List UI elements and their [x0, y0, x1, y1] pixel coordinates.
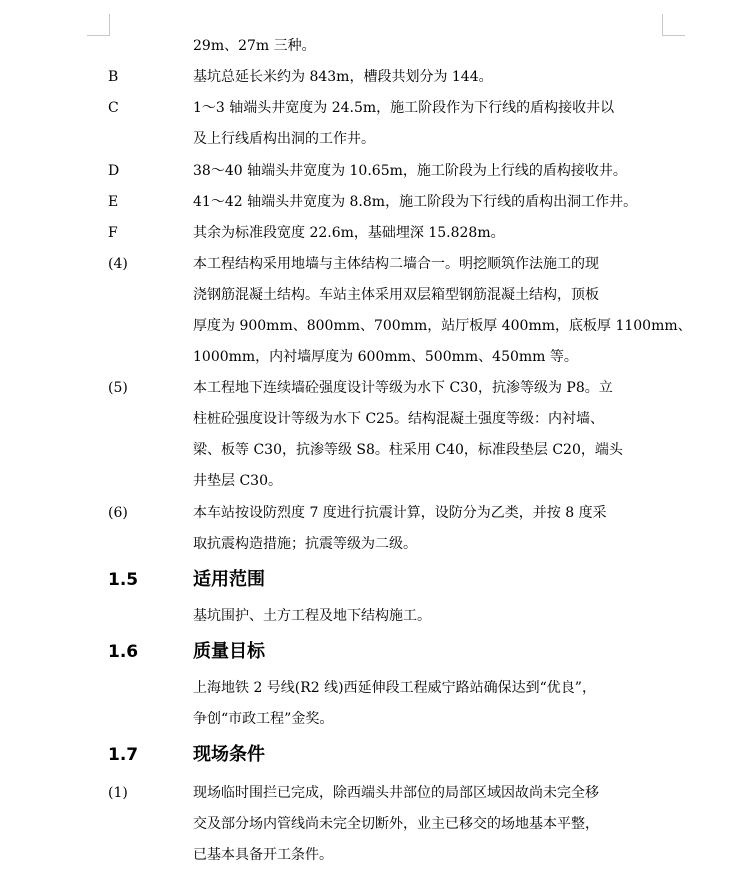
paragraph-text	[193, 673, 668, 735]
section-number: 1.5	[108, 570, 139, 590]
paragraph-text	[193, 156, 668, 187]
text-line: 基坑总延长米约为 843m，槽段共划分为 144。	[193, 69, 493, 85]
paragraph-text	[193, 218, 668, 249]
paragraph-text	[193, 498, 668, 560]
text-line: 已基本具备开工条件。	[193, 847, 333, 863]
text-line: 取抗震构造措施；抗震等级为二级。	[193, 536, 417, 552]
text-line: 其余为标准段宽度 22.6m，基础埋深 15.828m。	[193, 225, 505, 241]
section-number: 1.7	[108, 745, 139, 765]
list-marker: F	[108, 225, 118, 241]
text-line: 基坑围护、土方工程及地下结构施工。	[193, 608, 431, 624]
paragraph-text	[193, 249, 692, 373]
text-line: 本车站按设防烈度 7 度进行抗震计算，设防分为乙类，并按 8 度采	[193, 505, 607, 521]
text-line: 浇钢筋混凝土结构。车站主体采用双层箱型钢筋混凝土结构，顶板	[193, 287, 599, 303]
text-line: 本工程地下连续墙砼强度设计等级为水下 C30，抗渗等级为 P8。立	[193, 380, 613, 396]
text-line: 厚度为 900mm、800mm、700mm，站厅板厚 400mm，底板厚 1100mm、	[193, 318, 692, 334]
list-marker: (6)	[108, 505, 128, 521]
paragraph-text	[193, 778, 668, 871]
text-line: 现场临时围拦已完成，除西端头井部位的局部区域因故尚未完全移	[193, 785, 599, 801]
paragraph-text	[193, 373, 668, 497]
section-title: 适用范围	[193, 569, 265, 590]
crop-mark-top-left-horizontal	[87, 35, 110, 36]
list-marker: C	[108, 100, 119, 116]
text-line: 38～40 轴端头井宽度为 10.65m，施工阶段为上行线的盾构接收井。	[193, 163, 627, 179]
list-marker: (1)	[108, 785, 128, 801]
list-marker: B	[108, 69, 119, 85]
section-number: 1.6	[108, 642, 139, 662]
list-marker: (5)	[108, 380, 128, 396]
text-line: 41～42 轴端头井宽度为 8.8m，施工阶段为下行线的盾构出洞工作井。	[193, 194, 638, 210]
text-line: 及上行线盾构出洞的工作井。	[193, 131, 375, 147]
section-title: 质量目标	[193, 641, 265, 662]
paragraph-text	[193, 601, 668, 632]
text-line: 梁、板等 C30，抗渗等级 S8。柱采用 C40，标准段垫层 C20，端头	[193, 442, 623, 458]
crop-mark-top-left-vertical	[109, 14, 110, 36]
text-line: 本工程结构采用地墙与主体结构二墙合一。明挖顺筑作法施工的现	[193, 256, 599, 272]
text-line: 1～3 轴端头井宽度为 24.5m，施工阶段作为下行线的盾构接收井以	[193, 100, 615, 116]
paragraph-text	[193, 187, 668, 218]
text-line: 井垫层 C30。	[193, 473, 282, 489]
paragraph-text	[193, 62, 668, 93]
list-marker: E	[108, 194, 119, 210]
list-marker: (4)	[108, 256, 128, 272]
paragraph-text	[193, 93, 668, 155]
text-line: 上海地铁 2 号线(R2 线)西延伸段工程威宁路站确保达到“优良”，	[193, 680, 596, 696]
list-marker: D	[108, 163, 120, 179]
text-line: 争创“市政工程”金奖。	[193, 711, 334, 727]
text-line: 交及部分场内管线尚未完全切断外，业主已移交的场地基本平整，	[193, 816, 599, 832]
text-line: 1000mm，内衬墙厚度为 600mm、500mm、450mm 等。	[193, 349, 578, 365]
text-line: 柱桩砼强度设计等级为水下 C25。结构混凝土强度等级：内衬墙、	[193, 411, 604, 427]
section-title: 现场条件	[193, 744, 265, 765]
paragraph-text	[193, 31, 668, 62]
text-line: 29m、27m 三种。	[193, 38, 316, 54]
